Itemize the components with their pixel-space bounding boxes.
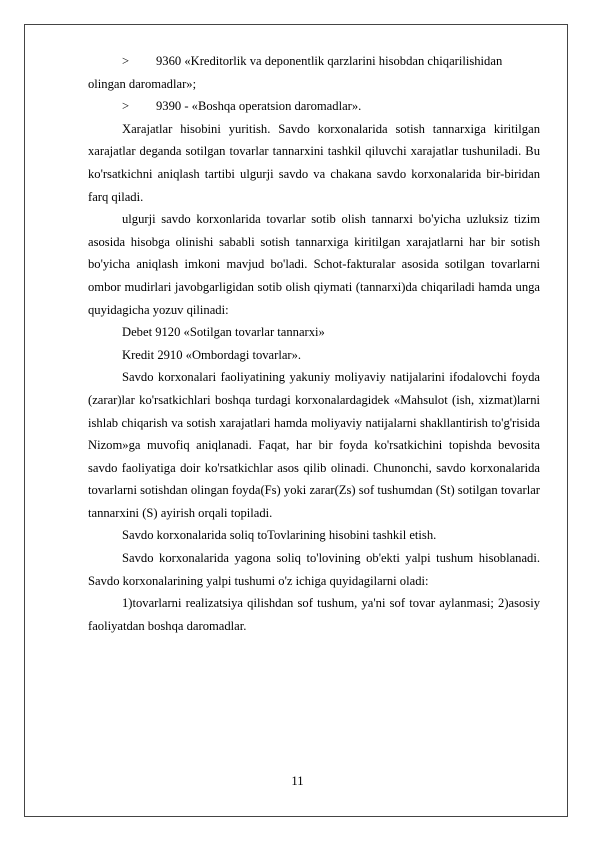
bullet-marker: > [122, 99, 130, 114]
bullet-item-9390 [88, 95, 540, 118]
bullet-item-9360 [88, 50, 540, 95]
debit-entry: Debet 9120 «Sotilgan tovarlar tannarxi» [122, 325, 325, 340]
section-heading-tax: Savdo korxonalarida soliq toTovlarining hisobini tashkil etish. [122, 528, 437, 543]
bullet-text: 9390 - «Boshqa operatsion daromadlar». [156, 99, 362, 114]
paragraph-expenses: Xarajatlar hisobini yuritish. Savdo korxonalarida sotish tannarxiga kiritilgan xarajatlar deganda sotilgan tovarlar tannarxini tashkil qiluvchi xarajatlar tushuniladi. Bu ko'rsatkichni aniqlash tartibi ulgurji savdo va chakana savdo korxonalarida bir-biridan farq qiladi. [88, 121, 540, 204]
paragraph-results: Savdo korxonalari faoliyatining yakuniy moliyaviy natijalarini ifodalovchi foyda (zarar)lar ko'rsatkichlari boshqa turdagi korxonalardagidek «Mahsulot (ish, xizmat)larni ishlab chiqarish va sotish xarajatlari hamda moliyaviy natijalarni shakllantirish to'g'risida Nizom»ga muvofiq aniqlanadi. Faqat, har bir foyda ko'rsatkichini topishda bevosita savdo faoliyatiga doir ko'rsatkichlar asos qilib olinadi. Chunonchi, savdo korxonalarida tovarlarni sotishdan olingan foyda(Fs) yoki zarar(Zs) sof tushumdan (St) sotilgan tovarlar tannarxini (S) ayirish orqali topiladi. [88, 370, 540, 520]
paragraph-gross-revenue: 1)tovarlarni realizatsiya qilishdan sof tushum, ya'ni sof tovar aylanmasi; 2)asosiy faoliyatdan boshqa daromadlar. [88, 596, 540, 633]
document-body [88, 50, 540, 637]
paragraph-tax-object: Savdo korxonalarida yagona soliq to'lovining ob'ekti yalpi tushum hisoblanadi. Savdo korxonalarining yalpi tushumi o'z ichiga quyidagilarni oladi: [88, 551, 540, 588]
paragraph-wholesale: ulgurji savdo korxonlarida tovarlar sotib olish tannarxi bo'yicha uzluksiz tizim asosida hisobga olinishi sababli sotish tannarxiga kiritilgan xarajatlarni har bir sotish bo'yicha aniqlash imkoni mavjud bo'ladi. Schot-fakturalar asosida sotilgan tovarlarni ombor mudirlari javobgarligidan sotib olish qiymati (tannarxi)da chiqariladi hamda unga quyidagicha yozuv qilinadi: [88, 212, 540, 317]
bullet-text: 9360 «Kreditorlik va deponentlik qarzlarini hisobdan chiqarilishidan [156, 54, 503, 68]
page-number: 11 [291, 774, 304, 788]
credit-entry: Kredit 2910 «Ombordagi tovarlar». [122, 347, 302, 362]
bullet-marker: > [122, 54, 130, 68]
bullet-continuation: olingan daromadlar»; [88, 76, 197, 91]
